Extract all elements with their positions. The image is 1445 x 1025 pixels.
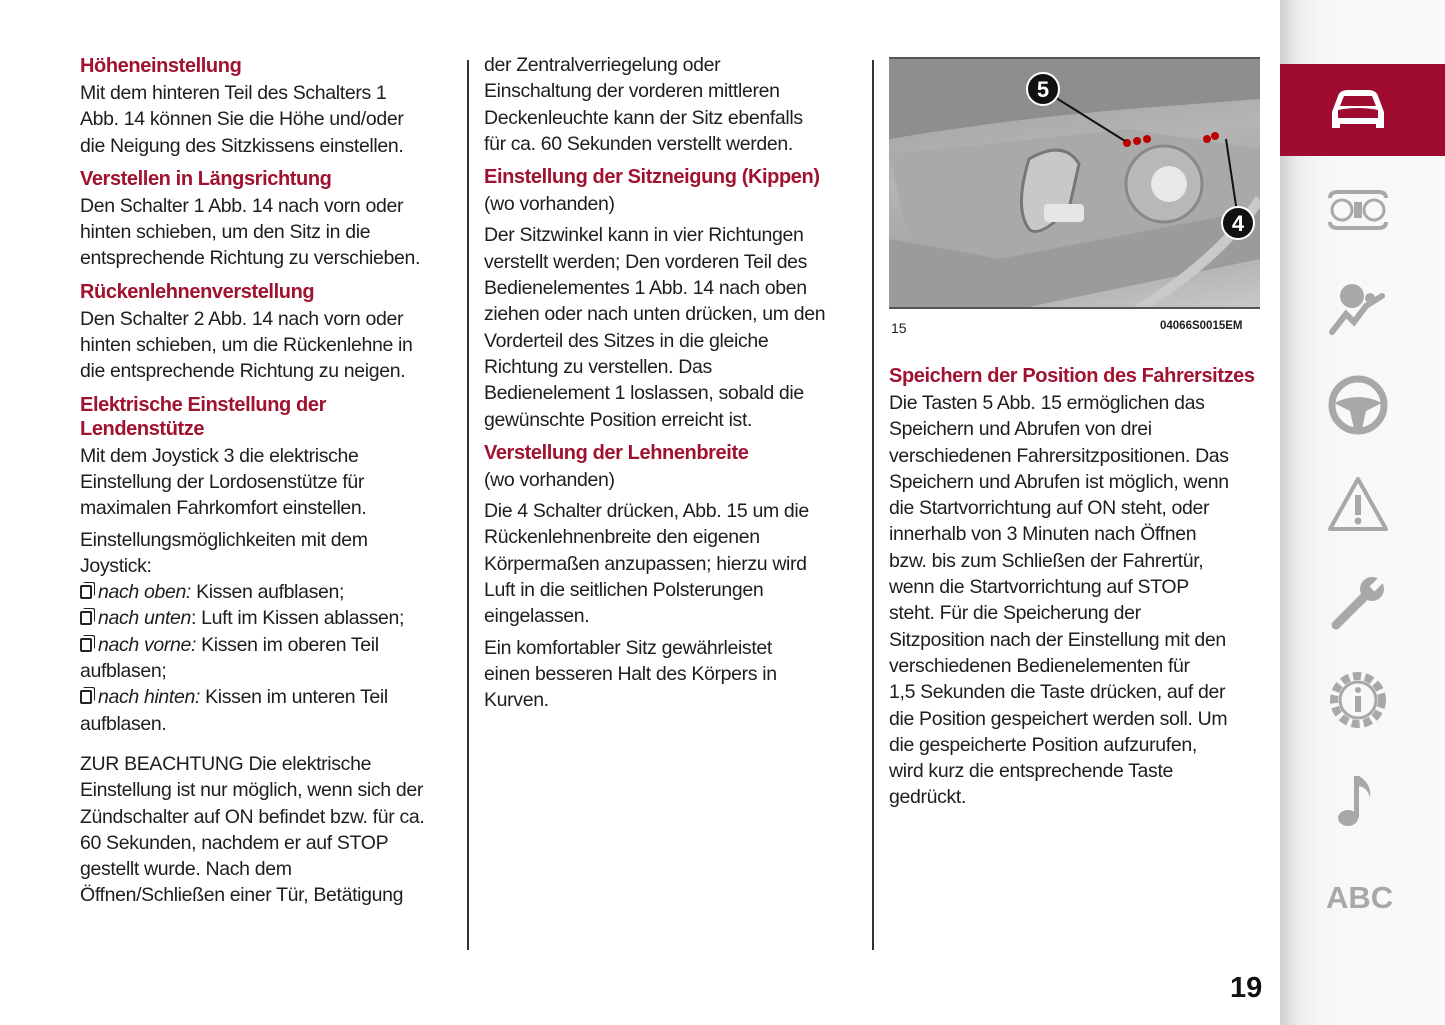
wrench-icon[interactable]: [1326, 571, 1390, 635]
car-icon[interactable]: [1326, 78, 1390, 142]
bullet-item: nach oben: Kissen aufblasen;: [80, 579, 465, 605]
page-number: 19: [1230, 972, 1263, 1004]
glossary-abc-button[interactable]: ABC: [1326, 880, 1394, 915]
info-gear-icon[interactable]: [1326, 668, 1390, 732]
instrument-cluster-icon[interactable]: [1326, 178, 1390, 242]
callout-4: 4: [1231, 211, 1245, 236]
callout-5: 5: [1036, 77, 1050, 102]
music-note-icon[interactable]: [1326, 768, 1390, 832]
bullet-item: nach unten: Luft im Kissen ablassen;: [80, 605, 465, 631]
note-paragraph: ZUR BEACHTUNG Die elektrische Einstellung ist nur möglich, wenn sich der Zündschalter auf ON befindet bzw. für ca. 60 Sekunden, nachdem er auf STOP gestellt wurde. Nach dem Öffnen/Schließen einer Tür, Betätigung: [80, 752, 425, 907]
column-1: [80, 52, 465, 914]
heading-speichern: Speichern der Position des Fahrersitzes: [889, 365, 1255, 387]
checkbox-bullet-icon: [80, 585, 92, 599]
airbag-icon[interactable]: [1326, 274, 1390, 338]
column-divider: [467, 60, 469, 950]
heading-laengsrichtung: Verstellen in Längsrichtung: [80, 167, 332, 190]
paragraph: Die Tasten 5 Abb. 15 ermöglichen das Speichern und Abrufen von drei verschiedenen Fahrersitzpositionen. Das Speichern und Abrufen ist möglich, wenn die Startvorrichtung auf ON steht, oder innerhalb von 3 Minuten nach Öffnen bzw. bis zum Schließen der Fahrertür, wenn die Startvorrichtung auf STOP steht. Für die Speicherung der Sitzposition nach der Einstellung mit den verschiedenen Bedienelementen für 1,5 Sekunden die Taste drücken, auf der die Position gespeichert werden soll. Um die gespeicherte Position aufzurufen, wird kurz die entsprechende Taste gedrückt.: [889, 392, 1229, 809]
heading-rueckenlehne: Rückenlehnenverstellung: [80, 280, 315, 303]
paragraph: Einstellungsmöglichkeiten mit dem Joystick:: [80, 528, 368, 577]
checkbox-bullet-icon: [80, 611, 92, 625]
bullet-item: nach vorne: Kissen im oberen Teil aufblasen;: [80, 633, 379, 683]
steering-wheel-icon[interactable]: [1326, 373, 1390, 437]
paragraph: Den Schalter 2 Abb. 14 nach vorn oder hinten schieben, um die Rückenlehne in die entsprechende Richtung zu neigen.: [80, 307, 413, 383]
warning-icon[interactable]: [1326, 473, 1390, 537]
column-2: [484, 52, 869, 719]
paragraph: Die 4 Schalter drücken, Abb. 15 um die Rückenlehnenbreite den eigenen Körpermaßen anzupassen; hierzu wird Luft in die seitlichen Polsterungen eingelassen.: [484, 500, 809, 628]
column-3: [889, 362, 1264, 816]
heading-sitzneigung: Einstellung der Sitzneigung (Kippen): [484, 166, 820, 189]
heading-lendenstuetze: Elektrische Einstellung der Lendenstütze: [80, 393, 326, 440]
checkbox-bullet-icon: [80, 690, 92, 704]
bullet-item: nach hinten: Kissen im unteren Teil aufblasen.: [80, 686, 388, 735]
figure-code: 04066S0015EM: [1160, 320, 1243, 332]
checkbox-bullet-icon: [80, 638, 92, 652]
subtext: (wo vorhanden): [484, 193, 615, 216]
subtext: (wo vorhanden): [484, 468, 615, 491]
figure-number: 15: [891, 320, 907, 336]
paragraph: Mit dem hinteren Teil des Schalters 1 Abb. 14 können Sie die Höhe und/oder die Neigung des Sitzkissens einstellen.: [80, 82, 404, 157]
heading-lehnenbreite: Verstellung der Lehnenbreite: [484, 441, 749, 464]
paragraph: Mit dem Joystick 3 die elektrische Einstellung der Lordosenstütze für maximalen Fahrkomfort einstellen.: [80, 444, 367, 520]
paragraph: der Zentralverriegelung oder Einschaltung der vorderen mittleren Deckenleuchte kann der Sitz ebenfalls für ca. 60 Sekunden verstellt werden.: [484, 54, 803, 155]
heading-hoeheneinstellung: Höheneinstellung: [80, 55, 242, 77]
figure-seat-controls: [889, 57, 1260, 309]
paragraph: Der Sitzwinkel kann in vier Richtungen verstellt werden; Den vorderen Teil des Bedienelementes 1 Abb. 14 nach oben ziehen oder nach unten drücken, um den Vorderteil des Sitzes in die gleiche Richtung zu verstellen. Das Bedienelement 1 loslassen, sobald die gewünschte Position erreicht ist.: [484, 224, 826, 431]
paragraph: Den Schalter 1 Abb. 14 nach vorn oder hinten schieben, um den Sitz in die entsprechende Richtung zu verschieben.: [80, 194, 421, 270]
column-divider: [872, 60, 874, 950]
paragraph: Ein komfortabler Sitz gewährleistet einen besseren Halt des Körpers in Kurven.: [484, 636, 777, 712]
